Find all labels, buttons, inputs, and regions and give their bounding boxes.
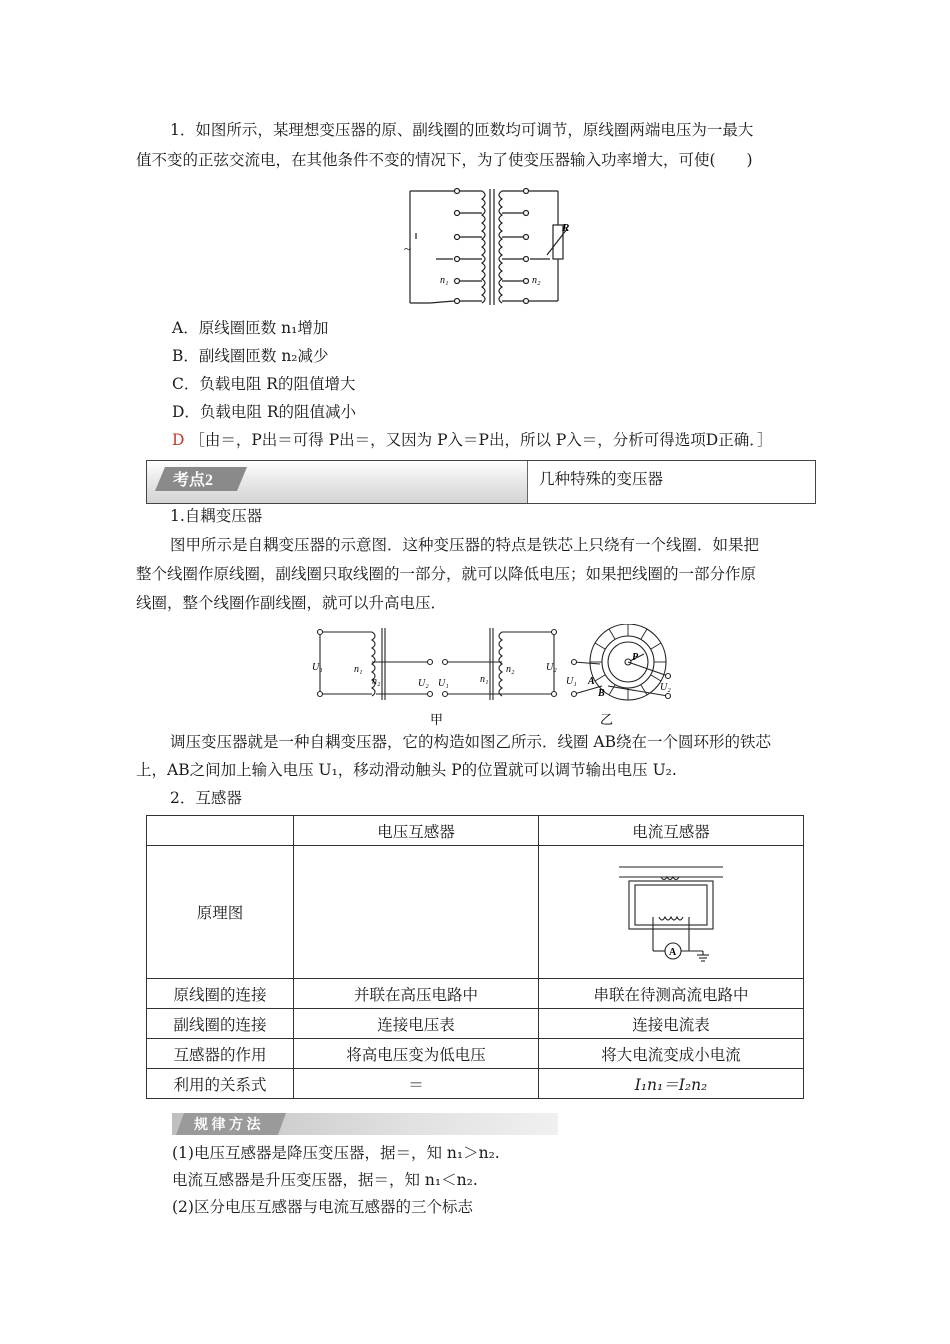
table-row bbox=[147, 1009, 804, 1039]
q1-option-b: B．副线圈匝数 n₂减少 bbox=[172, 347, 329, 365]
auto-n1-right: n₁ bbox=[480, 674, 489, 685]
q1-answer-text: ［由＝，P出＝可得 P出＝，又因为 P入＝P出，所以 P入＝，分析可得选项D正确．］ bbox=[189, 431, 773, 449]
method-line-1: (1)电压互感器是降压变压器，据＝，知 n₁＞n₂. bbox=[172, 1144, 500, 1162]
auto-para-3: 线圈，整个线圈作副线圈，就可以升高电压． bbox=[136, 594, 447, 612]
table-header-row bbox=[147, 816, 804, 846]
table-cell: ＝ bbox=[294, 1069, 539, 1099]
auto-caption-jia: 甲 bbox=[430, 712, 444, 727]
method-banner bbox=[172, 1113, 558, 1135]
auto-para-1: 图甲所示是自耦变压器的示意图．这种变压器的特点是铁芯上只绕有一个线圈．如果把 bbox=[170, 536, 760, 554]
table-header-cell bbox=[147, 816, 294, 846]
auto-U2-left: U₂ bbox=[418, 678, 429, 689]
table-cell: 并联在高压电路中 bbox=[294, 979, 539, 1009]
table-cell: 将高电压变为低电压 bbox=[294, 1039, 539, 1069]
table-header-cell: 电流互感器 bbox=[539, 816, 804, 846]
q1-answer bbox=[172, 426, 772, 454]
q1-option-d: D．负载电阻 R的阻值减小 bbox=[172, 403, 357, 421]
q1-stem-line1: 1．如图所示，某理想变压器的原、副线圈的匝数均可调节，原线圈两端电压为一最大 bbox=[170, 121, 754, 139]
table-row bbox=[147, 1039, 804, 1069]
auto-caption-yi: 乙 bbox=[600, 712, 614, 727]
q1-transformer-figure bbox=[400, 183, 590, 311]
auto-P-label: P bbox=[632, 652, 639, 663]
auto-B-label: B bbox=[598, 688, 605, 699]
auto-n1-left: n₁ bbox=[354, 664, 363, 675]
current-transformer-diagram bbox=[601, 855, 741, 965]
current-diagram-cell bbox=[539, 846, 804, 979]
q1-answer-letter: D bbox=[172, 431, 185, 449]
auto-para-4: 调压变压器就是一种自耦变压器，它的构造如图乙所示．线圈 AB绕在一个圆环形的铁芯 bbox=[170, 733, 772, 751]
table-cell: 利用的关系式 bbox=[147, 1069, 294, 1099]
q1-n1-label: n₁ bbox=[440, 275, 449, 286]
table-row bbox=[147, 1069, 804, 1099]
q1-R-label: R bbox=[562, 222, 570, 234]
section-header-bar bbox=[147, 461, 528, 503]
table-cell: 连接电流表 bbox=[539, 1009, 804, 1039]
auto-U2-toroid: U₂ bbox=[660, 682, 671, 693]
q1-stem-line2: 值不变的正弦交流电，在其他条件不变的情况下，为了使变压器输入功率增大，可使( ) bbox=[136, 151, 753, 169]
section-badge bbox=[155, 467, 247, 491]
auto-para-5: 上，AB之间加上输入电压 U₁，移动滑动触头 P的位置就可以调节输出电压 U₂. bbox=[136, 761, 677, 779]
table-cell: 连接电压表 bbox=[294, 1009, 539, 1039]
section-title: 几种特殊的变压器 bbox=[539, 470, 664, 488]
table-row bbox=[147, 846, 804, 979]
table-cell: 原理图 bbox=[147, 846, 294, 979]
section-header bbox=[146, 460, 816, 504]
q1-option-c: C．负载电阻 R的阻值增大 bbox=[172, 375, 356, 393]
method-badge bbox=[176, 1113, 286, 1135]
table-header-cell: 电压互感器 bbox=[294, 816, 539, 846]
q1-option-a: A．原线圈匝数 n₁增加 bbox=[172, 319, 329, 337]
method-line-3: (2)区分电压互感器与电流互感器的三个标志 bbox=[172, 1198, 473, 1216]
table-cell: 将大电流变成小电流 bbox=[539, 1039, 804, 1069]
auto-heading: 1.自耦变压器 bbox=[170, 507, 263, 525]
method-badge-text: 规 律 方 法 bbox=[194, 1118, 261, 1133]
autotransformer-figure bbox=[310, 624, 690, 730]
table-cell: 互感器的作用 bbox=[147, 1039, 294, 1069]
auto-para-2: 整个线圈作原线圈，副线圈只取线圈的一部分，就可以降低电压；如果把线圈的一部分作原 bbox=[136, 565, 757, 583]
table-cell: 副线圈的连接 bbox=[147, 1009, 294, 1039]
table-cell: 原线圈的连接 bbox=[147, 979, 294, 1009]
section-badge-text: 考点2 bbox=[173, 472, 214, 489]
table-row bbox=[147, 979, 804, 1009]
auto-U1-left: U₁ bbox=[312, 662, 323, 673]
mutual-table bbox=[146, 815, 804, 1099]
voltage-diagram-cell bbox=[294, 846, 539, 979]
mutual-heading: 2．互感器 bbox=[170, 789, 242, 807]
table-cell: I₁n₁＝I₂n₂ bbox=[539, 1069, 804, 1099]
auto-A-label: A bbox=[588, 676, 595, 687]
table-cell: 串联在待测高流电路中 bbox=[539, 979, 804, 1009]
auto-n2-left: n₂ bbox=[372, 676, 381, 687]
method-line-2: 电流互感器是升压变压器，据＝，知 n₁＜n₂. bbox=[172, 1171, 478, 1189]
q1-n2-label: n₂ bbox=[532, 275, 541, 286]
q1-source-tilde: ~ bbox=[404, 241, 412, 256]
auto-U1-mid: U₁ bbox=[438, 678, 449, 689]
ammeter-label: A bbox=[669, 947, 677, 958]
auto-U1-toroid: U₁ bbox=[566, 676, 577, 687]
auto-n2-right: n₂ bbox=[506, 664, 515, 675]
auto-U2-right: U₂ bbox=[546, 662, 557, 673]
